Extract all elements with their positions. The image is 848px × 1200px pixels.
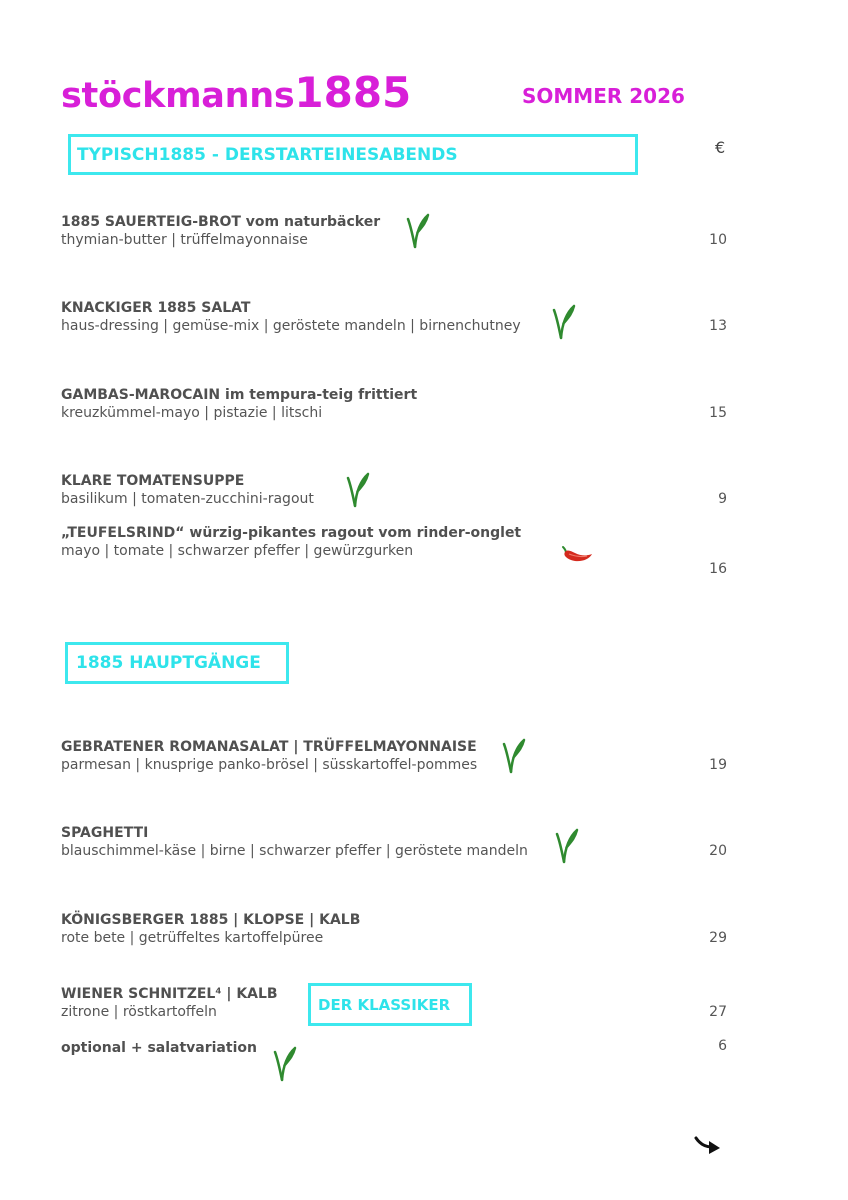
brand-logo [61, 68, 411, 117]
menu-item-price: 16 [709, 561, 727, 577]
menu-item-price: 20 [709, 843, 727, 859]
season-label: SOMMER 2026 [522, 84, 685, 108]
menu-item-title: KÖNIGSBERGER 1885 | KLOPSE | KALB [61, 912, 361, 928]
currency-label: € [715, 138, 726, 157]
menu-item-price: 13 [709, 318, 727, 334]
vegetarian-leaf-icon [550, 304, 576, 340]
menu-item-description: thymian-butter | trüffelmayonnaise [61, 232, 308, 248]
menu-item-price: 9 [718, 491, 727, 507]
menu-item-description: haus-dressing | gemüse-mix | geröstete mandeln | birnenchutney [61, 318, 521, 334]
classic-badge: DER KLASSIKER [308, 983, 472, 1026]
menu-item-title: SPAGHETTI [61, 825, 149, 841]
vegetarian-leaf-icon [500, 738, 526, 774]
brand-year: 1885 [294, 68, 412, 117]
brand-name: stöckmanns [61, 76, 295, 116]
vegetarian-leaf-icon [271, 1046, 297, 1082]
menu-item-title: GEBRATENER ROMANASALAT | TRÜFFELMAYONNAISE [61, 739, 477, 755]
menu-item-title: KNACKIGER 1885 SALAT [61, 300, 251, 316]
menu-item-description: blauschimmel-käse | birne | schwarzer pfeffer | geröstete mandeln [61, 843, 528, 859]
menu-item-title: optional + salatvariation [61, 1040, 257, 1056]
menu-item-description: rote bete | getrüffeltes kartoffelpüree [61, 930, 324, 946]
menu-item-price: 29 [709, 930, 727, 946]
menu-item-description: basilikum | tomaten-zucchini-ragout [61, 491, 314, 507]
section-heading-starters: TYPISCH1885 - DERSTARTEINESABENDS [68, 134, 638, 175]
chili-pepper-icon [557, 543, 593, 565]
menu-item-price: 6 [718, 1038, 727, 1054]
vegetarian-leaf-icon [553, 828, 579, 864]
menu-item-title: WIENER SCHNITZEL⁴ | KALB [61, 986, 278, 1002]
menu-item-price: 10 [709, 232, 727, 248]
menu-item-title: „TEUFELSRIND“ würzig-pikantes ragout vom rinder-onglet [61, 525, 522, 541]
menu-item-title: GAMBAS-MAROCAIN im tempura-teig frittiert [61, 387, 418, 403]
menu-item-price: 19 [709, 757, 727, 773]
menu-item-price: 15 [709, 405, 727, 421]
menu-item-description: zitrone | röstkartoffeln [61, 1004, 217, 1020]
section-heading-mains: 1885 HAUPTGÄNGE [65, 642, 289, 684]
menu-item-price: 27 [709, 1004, 727, 1020]
vegetarian-leaf-icon [404, 213, 430, 249]
menu-item-description: kreuzkümmel-mayo | pistazie | litschi [61, 405, 323, 421]
vegetarian-leaf-icon [344, 472, 370, 508]
menu-item-title: 1885 SAUERTEIG-BROT vom naturbäcker [61, 214, 381, 230]
menu-item-title: KLARE TOMATENSUPPE [61, 473, 245, 489]
turn-page-arrow-icon[interactable] [694, 1134, 722, 1156]
menu-item-description: mayo | tomate | schwarzer pfeffer | gewürzgurken [61, 543, 414, 559]
menu-item-description: parmesan | knusprige panko-brösel | süsskartoffel-pommes [61, 757, 478, 773]
